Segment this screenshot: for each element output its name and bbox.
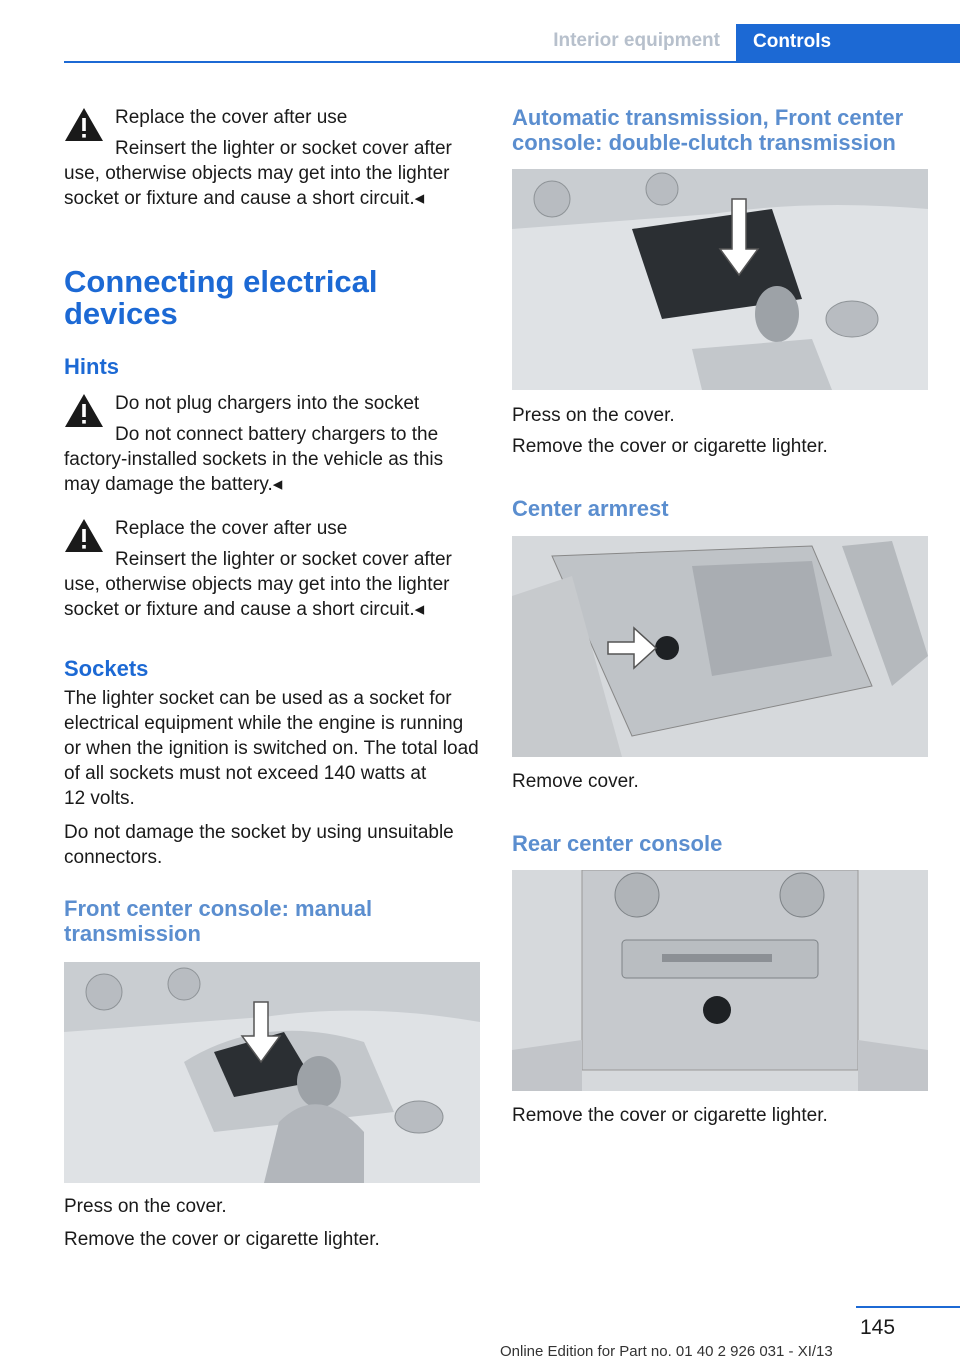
warning-body: Reinsert the lighter or socket cover after use, otherwise objects may get into the lighter socket or fixture and cause a short circuit.◂ bbox=[64, 138, 452, 209]
warning-triangle-icon bbox=[64, 107, 104, 142]
sockets-paragraph-2: Do not damage the socket by using unsuitable connectors. bbox=[64, 822, 454, 868]
rear-step: Remove the cover or cigarette lighter. bbox=[512, 1105, 828, 1126]
center-armrest-illustration bbox=[512, 536, 928, 757]
center-armrest-figure bbox=[512, 536, 928, 757]
page-title: Connecting electrical devices bbox=[64, 264, 378, 331]
automatic-console-illustration bbox=[512, 169, 928, 390]
center-armrest-heading: Center armrest bbox=[512, 496, 669, 521]
warning-triangle-icon bbox=[64, 518, 104, 553]
rear-console-illustration bbox=[512, 870, 928, 1091]
rear-console-heading: Rear center console bbox=[512, 831, 723, 856]
footer-rule bbox=[856, 1306, 960, 1308]
automatic-step-1: Press on the cover. bbox=[512, 405, 675, 426]
warning-title: Do not plug chargers into the socket bbox=[115, 393, 420, 414]
armrest-step: Remove cover. bbox=[512, 771, 639, 792]
warning-triangle-icon bbox=[64, 393, 104, 428]
sockets-heading: Sockets bbox=[64, 656, 149, 681]
automatic-transmission-heading: Automatic transmission, Front center console: double-clutch transmission bbox=[512, 105, 904, 155]
header-tab-controls: Controls bbox=[736, 24, 960, 62]
warning-body: Do not connect battery chargers to the factory-installed sockets in the vehicle as this may damage the battery.◂ bbox=[64, 424, 444, 495]
warning-title: Replace the cover after use bbox=[115, 107, 348, 128]
page-number: 145 bbox=[860, 1316, 896, 1339]
hints-heading: Hints bbox=[64, 354, 119, 379]
warning-chargers bbox=[64, 391, 480, 497]
warning-cover-2 bbox=[64, 516, 480, 622]
manual-console-illustration bbox=[64, 962, 480, 1183]
manual-console-figure bbox=[64, 962, 480, 1183]
manual-transmission-heading: Front center console: manual transmission bbox=[64, 896, 373, 946]
manual-step-2: Remove the cover or cigarette lighter. bbox=[64, 1229, 380, 1250]
manual-step-1: Press on the cover. bbox=[64, 1196, 227, 1217]
warning-body: Reinsert the lighter or socket cover after use, otherwise objects may get into the lighter socket or fixture and cause a short circuit.◂ bbox=[64, 549, 452, 620]
warning-title: Replace the cover after use bbox=[115, 518, 348, 539]
warning-cover-1 bbox=[64, 105, 480, 211]
rear-console-figure bbox=[512, 870, 928, 1091]
sockets-paragraph-1: The lighter socket can be used as a socket for electrical equipment while the engine is running or when the ignition is switched on. The total load of all sockets must not exceed 140 watts at 12 volts. bbox=[64, 688, 479, 809]
edition-footer: Online Edition for Part no. 01 40 2 926 031 - XI/13 bbox=[500, 1343, 833, 1360]
automatic-step-2: Remove the cover or cigarette lighter. bbox=[512, 436, 828, 457]
header-rule bbox=[64, 61, 960, 63]
header-section-title: Interior equipment bbox=[553, 30, 720, 51]
automatic-console-figure bbox=[512, 169, 928, 390]
